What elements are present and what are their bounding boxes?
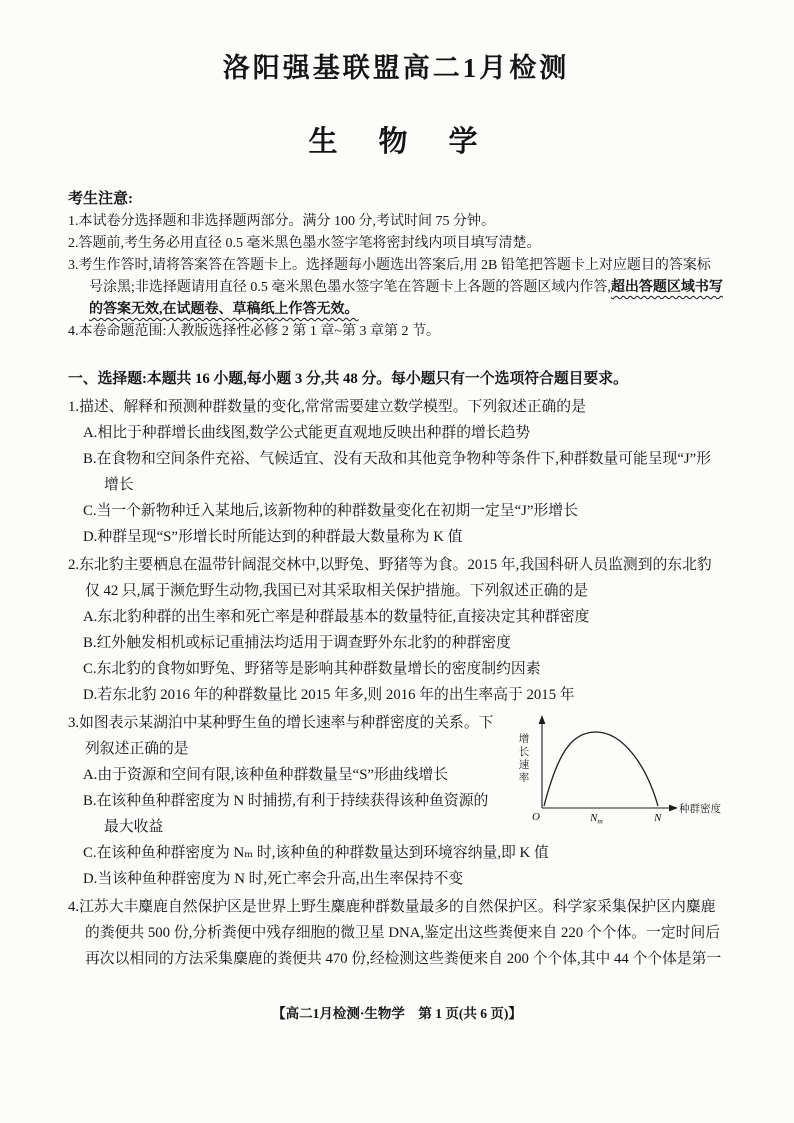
question-1-option-c: [83, 498, 724, 524]
question-2-option-b: [83, 630, 724, 656]
option-c-label: C.: [83, 845, 97, 861]
origin-label: O: [532, 811, 540, 823]
notice-item-1-number: 1.: [68, 214, 79, 229]
question-2-stem-text: 东北豹主要栖息在温带针阔混交林中,以野兔、野猪等为食。2015 年,我国科研人员监测到的东北豹仅 42 只,属于濒危野生动物,我国已对其采取相关保护措施。下列叙述正确的是: [79, 557, 712, 599]
option-b-label: B.: [83, 793, 97, 809]
question-1: [68, 394, 724, 550]
option-d-label: D.: [83, 529, 98, 545]
option-a-label: A.: [83, 425, 98, 441]
x-axis-arrow-icon: [669, 805, 678, 812]
notice-item-1-text: 本试卷分选择题和非选择题两部分。满分 100 分,考试时间 75 分钟。: [78, 214, 495, 229]
exam-title: 洛阳强基联盟高二1月检测: [222, 53, 570, 83]
option-b-label: B.: [83, 635, 97, 651]
peak-density-base: N: [590, 812, 598, 824]
notice-item-4: [68, 321, 724, 343]
notice-item-4-number: 4.: [68, 324, 79, 339]
notice-item-3-emphasis: 超出答题区域书写的答案无效,在试题卷、草稿纸上作答无效。: [89, 280, 723, 317]
option-d-label: D.: [83, 871, 98, 887]
subject-title: 生 物 学: [308, 126, 484, 158]
question-1-stem: [68, 394, 724, 420]
notice-item-3-number: 3.: [68, 258, 79, 273]
y-axis-label-char-1: 增: [518, 734, 530, 745]
question-2-option-a: [83, 604, 724, 630]
question-1-stem-text: 描述、解释和预测种群数量的变化,常常需要建立数学模型。下列叙述正确的是: [79, 399, 586, 415]
notice-item-2: [68, 233, 724, 255]
peak-density-subscript: m: [597, 816, 603, 826]
option-d-text: 种群呈现“S”形增长时所能达到的种群最大数量称为 K 值: [97, 529, 463, 545]
notice-item-2-text: 答题前,考生务必用直径 0.5 毫米黑色墨水签字笔将密封线内项目填写清楚。: [78, 236, 541, 251]
notice-section: [68, 188, 724, 343]
growth-rate-curve: [544, 732, 658, 806]
question-2-stem: [68, 552, 724, 604]
option-b-text: 在食物和空间条件充裕、气候适宜、没有天敌和其他竞争物种等条件下,种群数量可能呈现“J”形增长: [96, 451, 712, 493]
y-axis-label-char-3: 速: [518, 760, 530, 771]
question-4-number: 4.: [68, 899, 80, 915]
question-4: [68, 894, 724, 972]
option-d-label: D.: [83, 687, 98, 703]
growth-rate-figure: [506, 712, 724, 834]
option-a-text: 相比于种群增长曲线图,数学公式能更直观地反映出种群的增长趋势: [97, 425, 531, 441]
y-axis-label-char-4: 率: [518, 773, 530, 784]
question-1-option-a: [83, 420, 724, 446]
y-axis-label-char-2: 长: [518, 747, 530, 758]
option-c-label: C.: [83, 503, 97, 519]
section-heading: 一、选择题:本题共 16 小题,每小题 3 分,共 48 分。每小题只有一个选项符合题目要求。: [68, 371, 628, 387]
question-3-option-d: [83, 866, 724, 892]
page-footer: 【高二1月检测·生物学 第 1 页(共 6 页)】: [272, 1006, 522, 1021]
option-d-text: 当该种鱼种群密度为 N 时,死亡率会升高,出生率保持不变: [97, 871, 464, 887]
question-3-option-c: [83, 840, 724, 866]
question-3-number: 3.: [68, 715, 80, 731]
option-c-text: 在该种鱼种群密度为 Nₘ 时,该种鱼的种群数量达到环境容纳量,即 K 值: [96, 845, 549, 861]
option-a-text: 由于资源和空间有限,该种鱼种群数量呈“S”形曲线增长: [97, 767, 448, 783]
notice-heading: 考生注意:: [68, 191, 133, 207]
option-d-text: 若东北豹 2016 年的种群数量比 2015 年多,则 2016 年的出生率高于 2015 年: [97, 687, 575, 703]
question-2-option-d: [83, 682, 724, 708]
option-c-text: 东北豹的食物如野兔、野猪等是影响其种群数量增长的密度制约因素: [96, 661, 541, 677]
notice-item-3-text: 考生作答时,请将答案答在答题卡上。选择题每小题选出答案后,用 2B 铅笔把答题卡上对应题目的答案标号涂黑;非选择题请用直径 0.5 毫米黑色墨水签字笔在答题卡上各题的答题区域内作答,: [78, 258, 711, 295]
question-1-option-b: [83, 446, 724, 498]
option-b-text: 红外触发相机或标记重捕法均适用于调查野外东北豹的种群密度: [96, 635, 511, 651]
notice-item-4-text: 本卷命题范围:人教版选择性必修 2 第 1 章~第 3 章第 2 节。: [78, 324, 440, 339]
y-axis-arrow-icon: [539, 715, 546, 724]
question-2-option-c: [83, 656, 724, 682]
question-4-stem-text: 江苏大丰麋鹿自然保护区是世界上野生麋鹿种群数量最多的自然保护区。科学家采集保护区内麋鹿的粪便共 500 份,分析粪便中残存细胞的微卫星 DNA,鉴定出这些粪便来自 220 个个体。一定时间后再次以相同的方法采集麋鹿的粪便共 470 份,经检测这些粪便来自 200 个个体,其中 44 个个体是第一: [79, 899, 722, 967]
question-1-option-d: [83, 524, 724, 550]
option-c-label: C.: [83, 661, 97, 677]
option-c-text: 当一个新物种迁入某地后,该新物种的种群数量变化在初期一定呈“J”形增长: [96, 503, 578, 519]
option-b-label: B.: [83, 451, 97, 467]
questions-section: [68, 394, 724, 972]
notice-item-1: [68, 211, 724, 233]
notice-item-3: [68, 255, 724, 321]
question-1-number: 1.: [68, 399, 80, 415]
question-2: [68, 552, 724, 708]
option-a-label: A.: [83, 609, 98, 625]
option-a-text: 东北豹种群的出生率和死亡率是种群最基本的数量特征,直接决定其种群密度: [97, 609, 590, 625]
notice-item-2-number: 2.: [68, 236, 79, 251]
option-b-text: 在该种鱼种群密度为 N 时捕捞,有利于持续获得该种鱼资源的最大收益: [96, 793, 489, 835]
question-2-number: 2.: [68, 557, 80, 573]
end-density-label: N: [654, 812, 662, 824]
peak-density-label: [589, 812, 603, 826]
growth-rate-chart: [506, 712, 724, 834]
x-axis-label: 种群密度: [679, 804, 721, 815]
question-4-stem: [68, 894, 724, 972]
option-a-label: A.: [83, 767, 98, 783]
question-3-stem-text: 如图表示某湖泊中某种野生鱼的增长速率与种群密度的关系。下列叙述正确的是: [79, 715, 494, 757]
question-3: [68, 710, 724, 892]
